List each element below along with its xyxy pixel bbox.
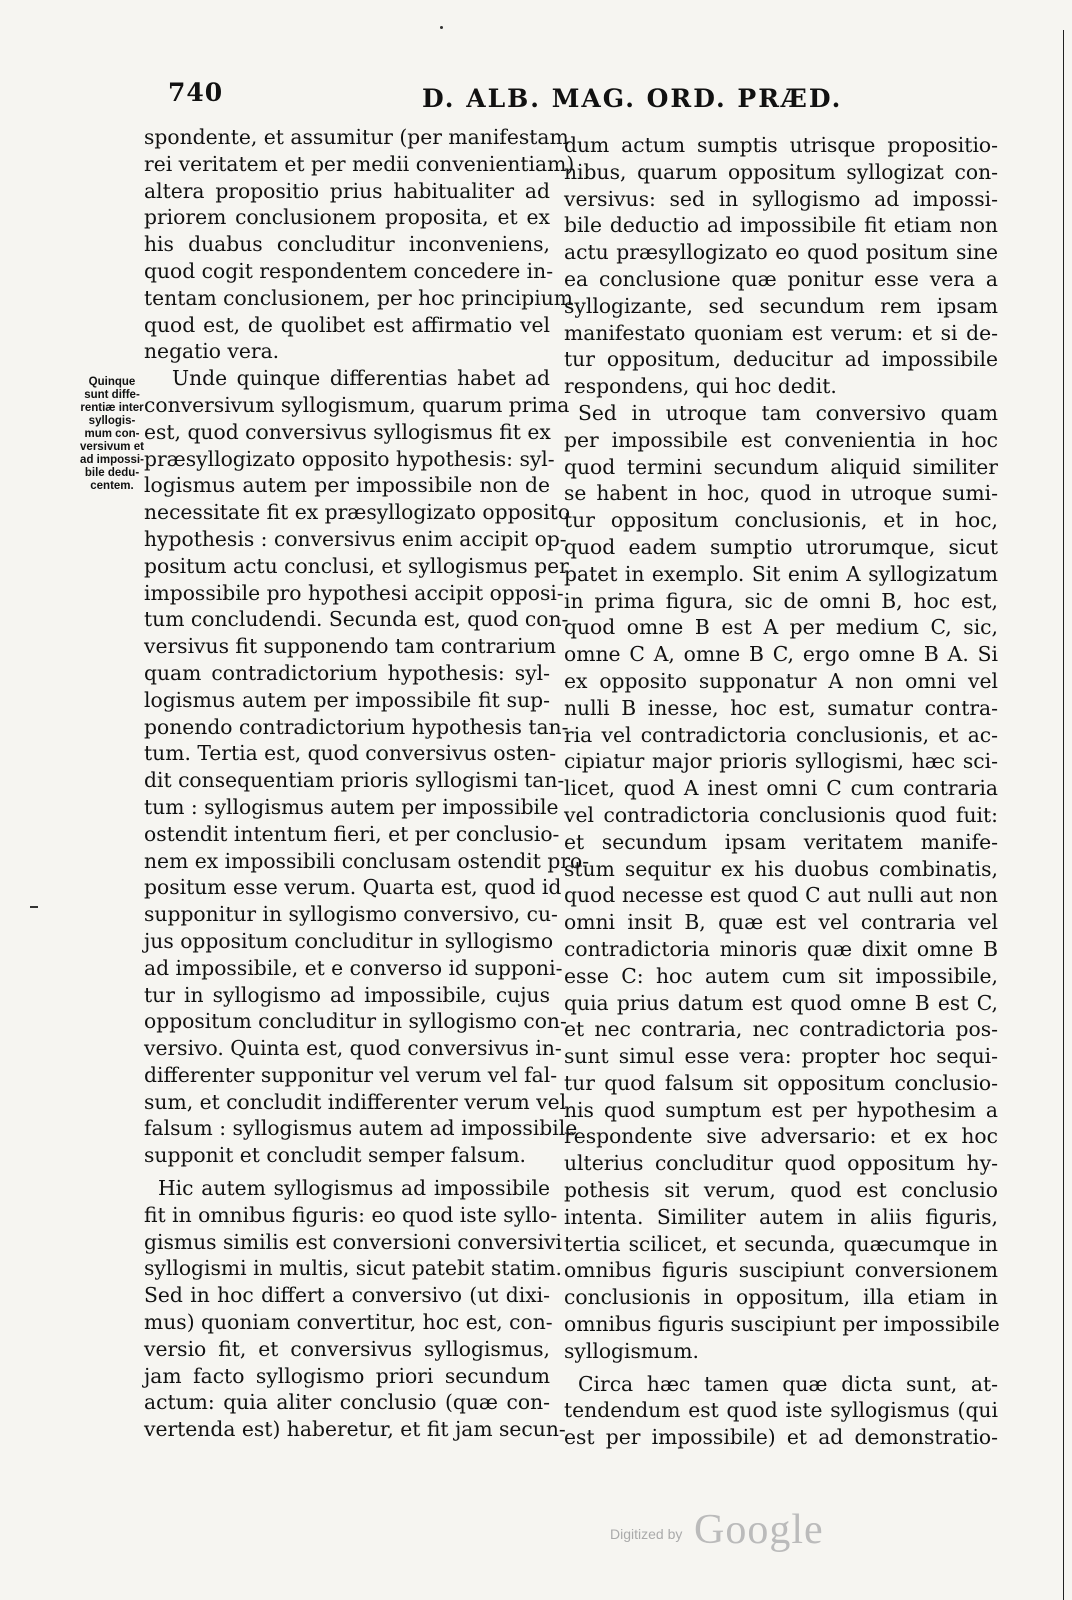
margin-note-line: centem. <box>90 480 134 492</box>
text-line: respondente sive adversario: et ex hoc <box>564 1124 998 1149</box>
text-line: ex opposito supponatur A non omni vel <box>564 668 998 693</box>
text-line: manifestato quoniam est verum: et si de- <box>564 320 998 345</box>
text-line: in prima figura, sic de omni B, hoc est, <box>564 588 998 613</box>
text-line: spondente, et assumitur (per manifestam <box>144 125 569 149</box>
text-line: gismus similis est conversioni conversivi <box>144 1229 562 1254</box>
text-line: patet in exemplo. Sit enim A syllogizatum <box>564 561 998 586</box>
left-column <box>144 124 590 1443</box>
text-line: est, quod conversivus syllogismus fit ex <box>144 419 551 444</box>
text-line: dum actum sumptis utrisque propositio- <box>564 133 998 157</box>
running-head: D. ALB. MAG. ORD. PRÆD. <box>422 84 843 113</box>
text-line: positum esse verum. Quarta est, quod id <box>144 875 562 900</box>
text-line: bile deductio ad impossibile fit etiam non <box>564 213 998 238</box>
speck <box>440 26 443 29</box>
page-edge <box>1063 30 1064 1600</box>
text-line: quod eadem sumptio utrorumque, sicut <box>564 534 998 559</box>
text-line: syllogismi in multis, sicut patebit statim. <box>144 1256 562 1281</box>
text-line: altera propositio prius habitualiter ad <box>144 178 550 203</box>
text-line: nulli B inesse, hoc est, sumatur contra- <box>564 695 998 720</box>
text-line: vertenda est) haberetur, et fit jam secun- <box>144 1417 566 1442</box>
text-line: fit in omnibus figuris: eo quod iste syllo- <box>144 1202 558 1227</box>
text-line: quia prius datum est quod omne B est C, <box>564 990 998 1015</box>
text-line: tum. Tertia est, quod conversivus osten- <box>144 741 557 766</box>
text-line: tur oppositum conclusionis, et in hoc, <box>564 508 998 533</box>
text-line: est per impossibile) et ad demonstratio- <box>564 1425 998 1450</box>
text-line: tur quod falsum sit oppositum conclusio- <box>564 1070 998 1095</box>
text-line: licet, quod A inest omni C cum contraria <box>564 776 998 801</box>
text-line: negatio vera. <box>144 339 280 364</box>
digitized-by-text: Digitized by <box>610 1526 683 1542</box>
text-line: falsum : syllogismus autem ad impossibile <box>144 1116 578 1141</box>
text-line: conclusionis in oppositum, illa etiam in <box>564 1285 998 1310</box>
text-line: omnibus figuris suscipiunt conversionem <box>564 1258 998 1283</box>
text-line: et secundum ipsam veritatem manife- <box>564 829 998 854</box>
text-line: tertia scilicet, et secunda, quæcumque in <box>564 1231 998 1256</box>
text-line: nis quod sumptum est per hypothesim a <box>564 1097 998 1122</box>
text-line: ponendo contradictorium hypothesis tan- <box>144 714 569 739</box>
text-line: conversivum syllogismum, quarum prima <box>144 392 570 417</box>
text-line: supponitur in syllogismo conversivo, cu- <box>144 902 558 927</box>
text-line: jam facto syllogismo priori secundum <box>144 1363 550 1388</box>
text-line: tur in syllogismo ad impossibile, cujus <box>144 982 550 1007</box>
text-line: se habent in hoc, quod in utroque sumi- <box>564 481 998 506</box>
text-line: tum : syllogismus autem per impossibile <box>144 794 559 819</box>
text-line: syllogizante, sed secundum rem ipsam <box>564 293 998 318</box>
text-line: supponit et concludit semper falsum. <box>144 1143 526 1168</box>
text-line: priorem conclusionem proposita, et ex <box>144 205 550 230</box>
text-line: ria vel contradictoria conclusionis, et ac- <box>564 722 998 747</box>
text-line: præsyllogizato opposito hypothesis: syl- <box>144 446 555 471</box>
text-line: tendendum est quod iste syllogismus (qui <box>564 1398 998 1423</box>
text-line: versivus: sed in syllogismo ad impossi- <box>564 186 998 211</box>
text-line: intenta. Similiter autem in aliis figuris, <box>564 1204 998 1229</box>
text-line: his duabus concluditur inconveniens, <box>144 232 550 257</box>
text-line: et nec contraria, nec contradictoria pos- <box>564 1017 998 1042</box>
text-line: tentam conclusionem, per hoc principium <box>144 285 574 310</box>
text-line: quam contradictorium hypothesis: syl- <box>144 660 550 685</box>
right-column <box>564 132 998 1451</box>
text-line: logismus autem per impossibile fit sup- <box>144 687 550 712</box>
text-line: omni insit B, quæ est vel contraria vel <box>564 910 998 935</box>
text-line: jus oppositum concluditur in syllogismo <box>144 928 554 953</box>
text-line: syllogismum. <box>564 1338 699 1363</box>
text-line: respondens, qui hoc dedit. <box>564 374 837 399</box>
text-line: contradictoria minoris quæ dixit omne B <box>564 936 998 961</box>
margin-note-line: Quinque <box>88 376 136 388</box>
text-line: hypothesis : conversivus enim accipit op- <box>144 526 567 551</box>
margin-note-line: rentiæ inter <box>80 402 144 414</box>
text-line: versio fit, et conversivus syllogismus, <box>144 1336 550 1361</box>
text-line: ad impossibile, et e converso id supponi- <box>144 955 563 980</box>
text-line: Hic autem syllogismus ad impossibile <box>158 1176 550 1201</box>
text-line: mus) quoniam convertitur, hoc est, con- <box>144 1310 553 1335</box>
text-line: quod necesse est quod C aut nulli aut non <box>564 883 998 908</box>
text-line: sum, et concludit indifferenter verum vel <box>144 1089 567 1114</box>
text-line: tum concludendi. Secunda est, quod con- <box>144 607 569 632</box>
text-line: actu præsyllogizato eo quod positum sine <box>564 240 998 265</box>
text-line: actum: quia aliter conclusio (quæ con- <box>144 1390 550 1415</box>
text-line: vel contradictoria conclusionis quod fuit: <box>564 802 998 827</box>
text-line: Sed in utroque tam conversivo quam <box>578 400 998 425</box>
text-line: positum actu conclusi, et syllogismus per <box>144 553 569 578</box>
text-line: stum sequitur ex his duobus combinatis, <box>564 856 998 881</box>
text-line: quod omne B est A per medium C, sic, <box>564 615 998 640</box>
text-line: quod termini secundum aliquid similiter <box>564 454 998 479</box>
text-line: nem ex impossibili conclusam ostendit pro- <box>144 848 590 873</box>
text-line: quod cogit respondentem concedere in- <box>144 258 554 283</box>
text-line: nibus, quarum oppositum syllogizat con- <box>564 159 998 184</box>
text-line: omnibus figuris suscipiunt per impossibile <box>564 1312 1000 1337</box>
text-line: sunt simul esse vera: propter hoc sequi- <box>564 1044 998 1069</box>
margin-note-line: mum con- <box>84 428 140 440</box>
page-number: 740 <box>168 78 224 107</box>
margin-note-line: sunt diffe- <box>84 389 140 401</box>
text-line: versivo. Quinta est, quod conversivus in- <box>144 1036 562 1061</box>
text-line: tur oppositum, deducitur ad impossibile <box>564 347 998 372</box>
text-line: differenter supponitur vel verum vel fal- <box>144 1062 558 1087</box>
text-line: ea conclusione quæ ponitur esse vera a <box>564 266 998 291</box>
text-line: dit consequentiam prioris syllogismi tan- <box>144 768 565 793</box>
text-line: Unde quinque differentias habet ad <box>172 366 550 391</box>
text-line: ostendit intentum fieri, et per conclusio- <box>144 821 560 846</box>
text-line: ulterius concluditur quod oppositum hy- <box>564 1151 998 1176</box>
text-line: impossibile pro hypothesi accipit opposi- <box>144 580 564 605</box>
text-line: quod est, de quolibet est affirmatio vel <box>144 312 550 337</box>
digitized-watermark <box>610 1506 850 1556</box>
text-line: versivus fit supponendo tam contrarium <box>144 634 556 659</box>
text-line: Sed in hoc differt a conversivo (ut dixi- <box>144 1283 550 1308</box>
margin-note-line: versivum et <box>80 441 144 453</box>
text-line: necessitate fit ex præsyllogizato opposito <box>144 500 571 525</box>
text-line: logismus autem per impossibile non de <box>144 473 550 498</box>
margin-note-line: ad impossi- <box>80 454 144 466</box>
text-line: Circa hæc tamen quæ dicta sunt, at- <box>578 1371 998 1396</box>
text-line: per impossibile est convenientia in hoc <box>564 427 998 452</box>
text-line: cipiatur major prioris syllogismi, hæc sci- <box>564 749 998 774</box>
text-line: omne C A, omne B C, ergo omne B A. Si <box>564 642 998 667</box>
text-line: esse C: hoc autem cum sit impossibile, <box>564 963 998 988</box>
text-line: oppositum concluditur in syllogismo con- <box>144 1009 567 1034</box>
margin-note-line: bile dedu- <box>84 467 140 479</box>
text-line: pothesis sit verum, quod est conclusio <box>564 1178 998 1203</box>
margin-mark <box>30 906 38 908</box>
margin-note-line: syllogis- <box>88 415 136 427</box>
text-line: rei veritatem et per medii convenientiam) <box>144 151 575 176</box>
google-logo: Google <box>694 1507 824 1553</box>
